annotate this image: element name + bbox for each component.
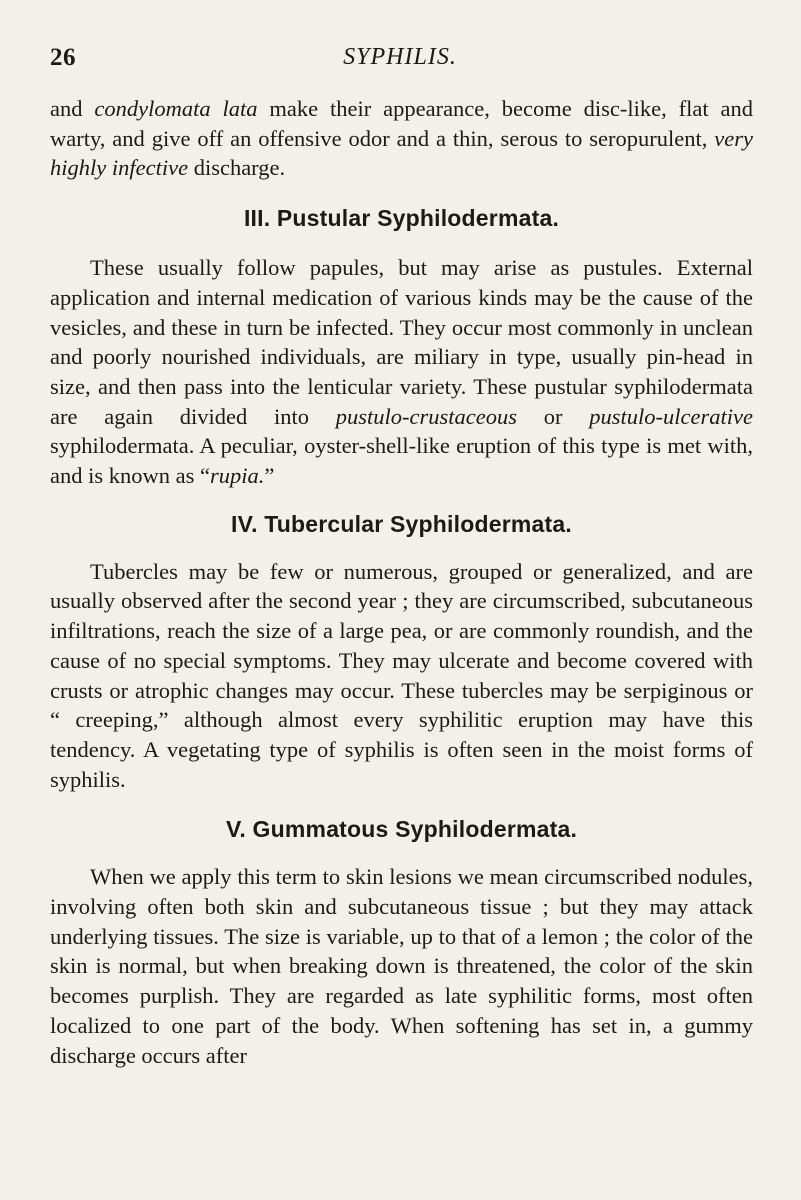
- italic-term: pustulo-crustaceous: [335, 403, 517, 429]
- section-heading-tubercular: IV. Tubercular Syphilodermata.: [231, 510, 572, 537]
- running-title: SYPHILIS.: [343, 44, 457, 70]
- running-head: [50, 44, 750, 74]
- text-run: and: [50, 96, 95, 121]
- tubercular-paragraph: Tubercles may be few or numerous, grouped or generalized, and are usually observed after the second year ; they are circumscribed, subcutaneous infiltrations, reach the size of a large pea, or are commonly roundish, and the cause of no special symptoms. They may ulcerate and become covered with crusts or atrophic changes may occur. These tubercles may be serpiginous or “ creeping,” although almost every syphilitic eruption may have this tendency. A vegetating type of syphilis is often seen in the moist forms of syphilis.: [50, 558, 753, 792]
- italic-emphasis: very highly infective: [50, 125, 753, 181]
- text-run: discharge.: [188, 155, 286, 181]
- page-number: 26: [50, 44, 76, 71]
- opening-paragraph: [50, 94, 753, 183]
- section-heading-gummatous: V. Gummatous Syphilodermata.: [225, 816, 578, 843]
- text-run: make their appearance, become disc-like, flat and warty, and give off an offensive odor and a thin, serous to seropurulent,: [50, 96, 753, 151]
- italic-term: condylomata lata: [94, 96, 258, 121]
- text-run: or: [517, 403, 590, 429]
- text-run: These usually follow papules, but may arise as pustules. External application and internal medication of various kinds may be the cause of the vesicles, and these in turn be infected. They occur most commonly in unclean and poorly nourished individuals, are miliary in type, usually pin-head in size, and then pass into the lenticular variety. These pustular syphilodermata are again divided into: [50, 255, 753, 429]
- pustular-paragraph: [50, 253, 753, 491]
- italic-term: rupia.: [209, 463, 265, 489]
- italic-term: pustulo-ulcerative: [589, 403, 753, 429]
- text-run: syphilodermata. A peculiar, oyster-shell-like eruption of this type is met with, and is known as “: [50, 433, 753, 489]
- section-heading-pustular: III. Pustular Syphilodermata.: [243, 205, 560, 232]
- gummatous-paragraph: When we apply this term to skin lesions we mean circumscribed nodules, involving often both skin and subcutaneous tissue ; but they may attack underlying tissues. The size is variable, up to that of a lemon ; the color of the skin is normal, but when breaking down is threatened, the color of the skin becomes purplish. They are regarded as late syphilitic forms, most often localized to one part of the body. When softening has set in, a gummy discharge occurs after: [50, 864, 753, 1068]
- text-run: ”: [264, 463, 275, 489]
- body-text: [50, 94, 753, 1070]
